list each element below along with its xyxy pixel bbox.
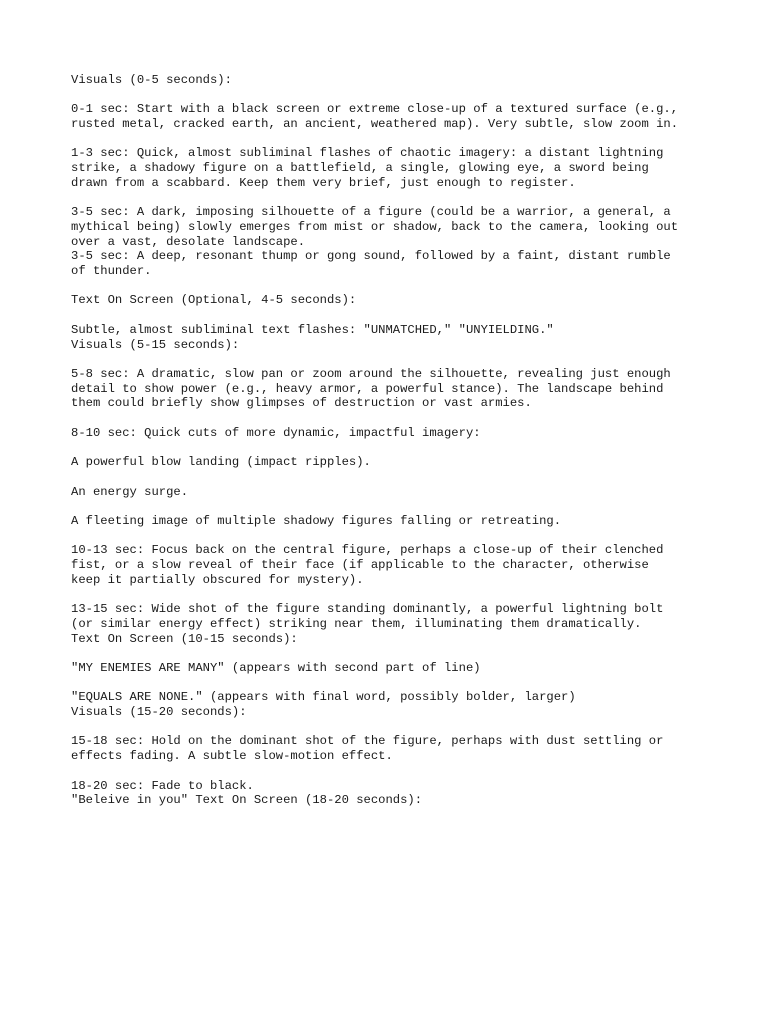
paragraph [71,323,731,338]
paragraph [71,734,731,763]
paragraph [71,367,731,411]
text-line: 3-5 sec: A dark, imposing silhouette of a figure (could be a warrior, a general, a [71,205,671,220]
text-line: 13-15 sec: Wide shot of the figure standing dominantly, a powerful lightning bolt [71,602,664,617]
paragraph [71,602,731,631]
paragraph [71,455,731,470]
paragraph [71,793,731,808]
paragraph [71,249,731,278]
text-line: 15-18 sec: Hold on the dominant shot of the figure, perhaps with dust settling or [71,734,664,749]
paragraph [71,661,731,676]
text-line: Visuals (15-20 seconds): [71,705,247,720]
text-line: A fleeting image of multiple shadowy figures falling or retreating. [71,513,562,528]
paragraph [71,146,731,190]
text-line: 8-10 sec: Quick cuts of more dynamic, impactful imagery: [71,425,481,440]
paragraph [71,779,731,794]
text-line: Text On Screen (10-15 seconds): [71,631,298,646]
text-line: mythical being) slowly emerges from mist or shadow, back to the camera, looking out [71,219,679,234]
text-line: detail to show power (e.g., heavy armor, a powerful stance). The landscape behind [71,381,664,396]
text-line: them could briefly show glimpses of destruction or vast armies. [71,396,532,411]
text-line: of thunder. [71,264,152,279]
text-line: 10-13 sec: Focus back on the central figure, perhaps a close-up of their clenched [71,543,664,558]
document-body [71,73,731,823]
text-line: (or similar energy effect) striking near them, illuminating them dramatically. [71,616,642,631]
text-line: strike, a shadowy figure on a battlefield, a single, glowing eye, a sword being [71,161,649,176]
paragraph [71,514,731,529]
paragraph [71,73,731,88]
paragraph [71,485,731,500]
paragraph [71,338,731,353]
text-line: 18-20 sec: Fade to black. [71,778,254,793]
text-line: Visuals (5-15 seconds): [71,337,240,352]
paragraph [71,205,731,249]
text-line: effects fading. A subtle slow-motion effect. [71,749,393,764]
paragraph [71,705,731,720]
text-line: Subtle, almost subliminal text flashes: "UNMATCHED," "UNYIELDING." [71,322,554,337]
paragraph [71,543,731,587]
paragraph [71,426,731,441]
text-line: 1-3 sec: Quick, almost subliminal flashes of chaotic imagery: a distant lightning [71,146,664,161]
paragraph [71,690,731,705]
text-line: Text On Screen (Optional, 4-5 seconds): [71,293,357,308]
text-line: rusted metal, cracked earth, an ancient, weathered map). Very subtle, slow zoom in. [71,117,679,132]
text-line: over a vast, desolate landscape. [71,234,306,249]
paragraph [71,632,731,647]
text-line: 3-5 sec: A deep, resonant thump or gong sound, followed by a faint, distant rumble [71,249,671,264]
paragraph [71,293,731,308]
text-line: fist, or a slow reveal of their face (if applicable to the character, otherwise [71,558,649,573]
text-line: keep it partially obscured for mystery). [71,572,364,587]
text-line: "Beleive in you" Text On Screen (18-20 seconds): [71,793,423,808]
paragraph [71,102,731,131]
text-line: "EQUALS ARE NONE." (appears with final word, possibly bolder, larger) [71,690,576,705]
text-line: A powerful blow landing (impact ripples). [71,455,371,470]
text-line: 0-1 sec: Start with a black screen or extreme close-up of a textured surface (e.g., [71,102,679,117]
text-line: An energy surge. [71,484,189,499]
text-line: 5-8 sec: A dramatic, slow pan or zoom around the silhouette, revealing just enough [71,366,671,381]
text-line: Visuals (0-5 seconds): [71,73,232,87]
text-line: drawn from a scabbard. Keep them very brief, just enough to register. [71,175,576,190]
text-line: "MY ENEMIES ARE MANY" (appears with second part of line) [71,660,481,675]
